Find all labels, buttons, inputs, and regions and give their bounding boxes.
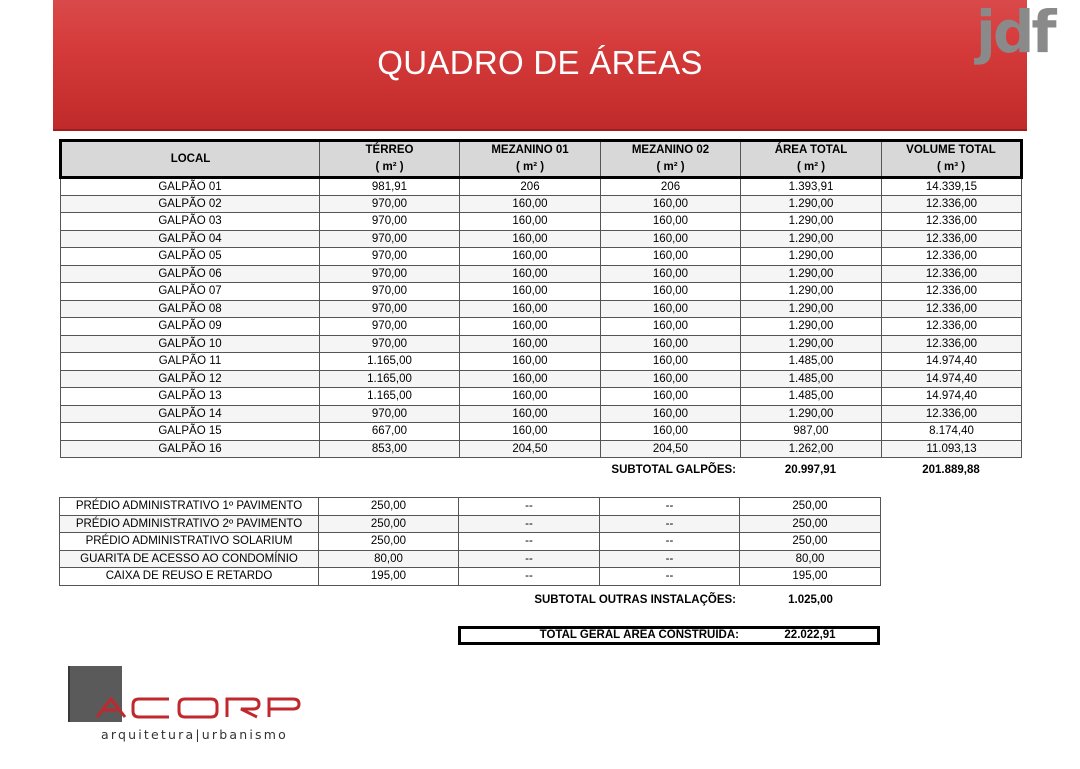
table-row xyxy=(61,423,1022,441)
areas-table xyxy=(59,139,1023,458)
table-cell: 981,91 xyxy=(320,178,460,196)
table-row xyxy=(61,213,1022,231)
table-cell: GALPÃO 10 xyxy=(61,335,320,353)
table-cell: 160,00 xyxy=(601,300,741,318)
table-cell: -- xyxy=(600,533,740,551)
table-cell: 1.262,00 xyxy=(741,440,882,458)
table-row xyxy=(60,568,881,586)
table-cell: CAIXA DE REUSO E RETARDO xyxy=(60,568,319,586)
table-cell: 970,00 xyxy=(320,318,460,336)
table-cell: 250,00 xyxy=(319,498,459,516)
acorp-tagline: arquitetura|urbanismo xyxy=(101,727,288,742)
table-cell: -- xyxy=(600,568,740,586)
table-cell: 160,00 xyxy=(460,265,601,283)
table-row xyxy=(61,195,1022,213)
table-cell: 160,00 xyxy=(601,353,741,371)
table-cell: 160,00 xyxy=(601,195,741,213)
table-cell: 160,00 xyxy=(601,405,741,423)
table-cell: GALPÃO 11 xyxy=(61,353,320,371)
table-row xyxy=(61,178,1022,196)
table-cell: GALPÃO 16 xyxy=(61,440,320,458)
table-cell: GALPÃO 07 xyxy=(61,283,320,301)
table-cell: 970,00 xyxy=(320,213,460,231)
table-cell: 1.393,91 xyxy=(741,178,882,196)
table-cell: 970,00 xyxy=(320,405,460,423)
table-cell: 204,50 xyxy=(460,440,601,458)
table-cell: -- xyxy=(600,550,740,568)
table-cell: 1.165,00 xyxy=(320,388,460,406)
table-cell: 1.290,00 xyxy=(741,195,882,213)
table-cell: 970,00 xyxy=(320,195,460,213)
table-cell: 12.336,00 xyxy=(882,213,1022,231)
subtotal-outras-label: SUBTOTAL OUTRAS INSTALAÇÕES: xyxy=(534,594,736,606)
table-cell: 1.485,00 xyxy=(741,370,882,388)
table-cell: 1.290,00 xyxy=(741,405,882,423)
table-cell: 250,00 xyxy=(740,533,881,551)
table-cell: GALPÃO 09 xyxy=(61,318,320,336)
table-cell: 160,00 xyxy=(460,388,601,406)
header-unit: ( m² ) xyxy=(515,161,545,173)
table-cell: 80,00 xyxy=(319,550,459,568)
table-cell: 160,00 xyxy=(460,195,601,213)
table-cell: 12.336,00 xyxy=(882,283,1022,301)
table-header-row xyxy=(61,141,1022,178)
table-cell: 970,00 xyxy=(320,283,460,301)
table-cell: 160,00 xyxy=(601,370,741,388)
header-local xyxy=(61,141,320,178)
jdf-logo: jdf xyxy=(976,0,1054,66)
table-cell: -- xyxy=(600,515,740,533)
table-cell: 12.336,00 xyxy=(882,248,1022,266)
table-cell: 970,00 xyxy=(320,300,460,318)
table-cell: 1.485,00 xyxy=(741,353,882,371)
table-cell: 160,00 xyxy=(460,353,601,371)
subtotal-outras-area: 1.025,00 xyxy=(788,594,833,606)
table-cell: 11.093,13 xyxy=(882,440,1022,458)
table-row xyxy=(60,550,881,568)
table-cell: 250,00 xyxy=(740,515,881,533)
table-cell: 14.339,15 xyxy=(882,178,1022,196)
table-cell: 160,00 xyxy=(460,335,601,353)
table-row xyxy=(61,230,1022,248)
table-cell: 160,00 xyxy=(601,283,741,301)
table-cell: 1.290,00 xyxy=(741,300,882,318)
table-cell: 970,00 xyxy=(320,265,460,283)
header-label: LOCAL xyxy=(170,152,211,165)
subtotal-galpoes-volume: 201.889,88 xyxy=(922,464,980,476)
header-mezanino-02 xyxy=(601,141,741,178)
table-cell: 12.336,00 xyxy=(882,230,1022,248)
table-cell: PRÉDIO ADMINISTRATIVO 2º PAVIMENTO xyxy=(60,515,319,533)
table-cell: 206 xyxy=(601,178,741,196)
table-cell: 1.290,00 xyxy=(741,335,882,353)
table-row xyxy=(60,533,881,551)
areas-table-body xyxy=(61,178,1022,458)
table-row xyxy=(61,248,1022,266)
table-cell: 12.336,00 xyxy=(882,318,1022,336)
table-cell: GALPÃO 03 xyxy=(61,213,320,231)
table-cell: GALPÃO 14 xyxy=(61,405,320,423)
table-cell: GALPÃO 01 xyxy=(61,178,320,196)
header-banner xyxy=(53,0,1027,131)
table-cell: 1.290,00 xyxy=(741,230,882,248)
table-cell: 12.336,00 xyxy=(882,335,1022,353)
table-cell: 14.974,40 xyxy=(882,370,1022,388)
header-mezanino-01 xyxy=(460,141,601,178)
table-cell: -- xyxy=(459,498,600,516)
table-cell: GALPÃO 05 xyxy=(61,248,320,266)
table-cell: 160,00 xyxy=(601,388,741,406)
table-cell: 8.174,40 xyxy=(882,423,1022,441)
table-cell: 1.290,00 xyxy=(741,248,882,266)
table-cell: 1.290,00 xyxy=(741,283,882,301)
table-cell: 160,00 xyxy=(460,213,601,231)
acorp-logo-icon xyxy=(95,696,305,720)
table-cell: 160,00 xyxy=(460,300,601,318)
table-cell: GALPÃO 15 xyxy=(61,423,320,441)
header-terreo xyxy=(320,141,460,178)
table-cell: 970,00 xyxy=(320,248,460,266)
table-cell: 250,00 xyxy=(740,498,881,516)
table-cell: 160,00 xyxy=(460,370,601,388)
total-geral-label: TOTAL GERAL ÁREA CONSTRUIDA: xyxy=(539,629,739,641)
table-cell: 853,00 xyxy=(320,440,460,458)
table-cell: GALPÃO 08 xyxy=(61,300,320,318)
table-row xyxy=(61,318,1022,336)
table-row xyxy=(61,335,1022,353)
page-title: QUADRO DE ÁREAS xyxy=(377,44,703,81)
table-cell: 195,00 xyxy=(319,568,459,586)
table-row xyxy=(61,405,1022,423)
table-cell: PRÉDIO ADMINISTRATIVO 1º PAVIMENTO xyxy=(60,498,319,516)
header-unit: ( m² ) xyxy=(796,161,826,173)
table-cell: 204,50 xyxy=(601,440,741,458)
table-cell: 1.290,00 xyxy=(741,265,882,283)
table-cell: GALPÃO 06 xyxy=(61,265,320,283)
table-cell: 14.974,40 xyxy=(882,388,1022,406)
header-area-total xyxy=(741,141,882,178)
table-cell: 970,00 xyxy=(320,335,460,353)
table-cell: 970,00 xyxy=(320,230,460,248)
table-cell: 12.336,00 xyxy=(882,405,1022,423)
table-cell: 160,00 xyxy=(460,405,601,423)
other-installations-body xyxy=(60,498,881,586)
table-cell: 160,00 xyxy=(601,265,741,283)
table-cell: 195,00 xyxy=(740,568,881,586)
table-cell: 667,00 xyxy=(320,423,460,441)
acorp-logo-line xyxy=(68,666,70,722)
table-cell: 250,00 xyxy=(319,515,459,533)
table-row xyxy=(61,300,1022,318)
table-cell: -- xyxy=(459,533,600,551)
header-label: VOLUME TOTAL xyxy=(906,144,996,156)
table-row xyxy=(60,498,881,516)
table-cell: 1.165,00 xyxy=(320,353,460,371)
table-cell: 1.290,00 xyxy=(741,213,882,231)
table-cell: 1.485,00 xyxy=(741,388,882,406)
subtotal-galpoes-area: 20.997,91 xyxy=(784,464,837,476)
header-label: ÁREA TOTAL xyxy=(774,144,848,156)
table-cell: 160,00 xyxy=(601,213,741,231)
header-unit: ( m² ) xyxy=(656,161,685,173)
table-row xyxy=(61,283,1022,301)
table-cell: GALPÃO 02 xyxy=(61,195,320,213)
table-cell: 1.290,00 xyxy=(741,318,882,336)
table-cell: GALPÃO 12 xyxy=(61,370,320,388)
table-cell: 80,00 xyxy=(740,550,881,568)
table-cell: -- xyxy=(600,498,740,516)
table-cell: 12.336,00 xyxy=(882,265,1022,283)
table-cell: -- xyxy=(459,550,600,568)
table-cell: GUARITA DE ACESSO AO CONDOMÍNIO xyxy=(60,550,319,568)
table-cell: 250,00 xyxy=(319,533,459,551)
table-cell: 160,00 xyxy=(601,335,741,353)
subtotal-galpoes-label: SUBTOTAL GALPÕES: xyxy=(611,464,736,476)
table-cell: 12.336,00 xyxy=(882,300,1022,318)
table-cell: 160,00 xyxy=(601,248,741,266)
header-unit: ( m³ ) xyxy=(936,161,966,173)
table-cell: 12.336,00 xyxy=(882,195,1022,213)
table-cell: 160,00 xyxy=(601,230,741,248)
table-cell: 14.974,40 xyxy=(882,353,1022,371)
table-cell: 206 xyxy=(460,178,601,196)
table-cell: 1.165,00 xyxy=(320,370,460,388)
table-cell: 987,00 xyxy=(741,423,882,441)
total-geral-box xyxy=(458,626,880,645)
table-cell: GALPÃO 13 xyxy=(61,388,320,406)
table-cell: -- xyxy=(459,568,600,586)
table-cell: 160,00 xyxy=(460,283,601,301)
table-cell: 160,00 xyxy=(601,318,741,336)
table-cell: -- xyxy=(459,515,600,533)
total-geral-area: 22.022,91 xyxy=(784,629,836,641)
table-row xyxy=(60,515,881,533)
header-label: MEZANINO 02 xyxy=(631,144,710,156)
table-row xyxy=(61,440,1022,458)
table-cell: GALPÃO 04 xyxy=(61,230,320,248)
table-cell: 160,00 xyxy=(460,230,601,248)
table-row xyxy=(61,388,1022,406)
header-label: MEZANINO 01 xyxy=(491,144,569,156)
table-row xyxy=(61,353,1022,371)
table-cell: 160,00 xyxy=(460,423,601,441)
table-cell: 160,00 xyxy=(460,318,601,336)
table-row xyxy=(61,370,1022,388)
table-cell: 160,00 xyxy=(460,248,601,266)
table-cell: PRÉDIO ADMINISTRATIVO SOLARIUM xyxy=(60,533,319,551)
table-row xyxy=(61,265,1022,283)
header-volume-total xyxy=(882,141,1022,178)
header-label: TÉRREO xyxy=(365,144,414,156)
header-unit: ( m² ) xyxy=(375,161,404,173)
other-installations-table xyxy=(59,497,881,586)
table-cell: 160,00 xyxy=(601,423,741,441)
